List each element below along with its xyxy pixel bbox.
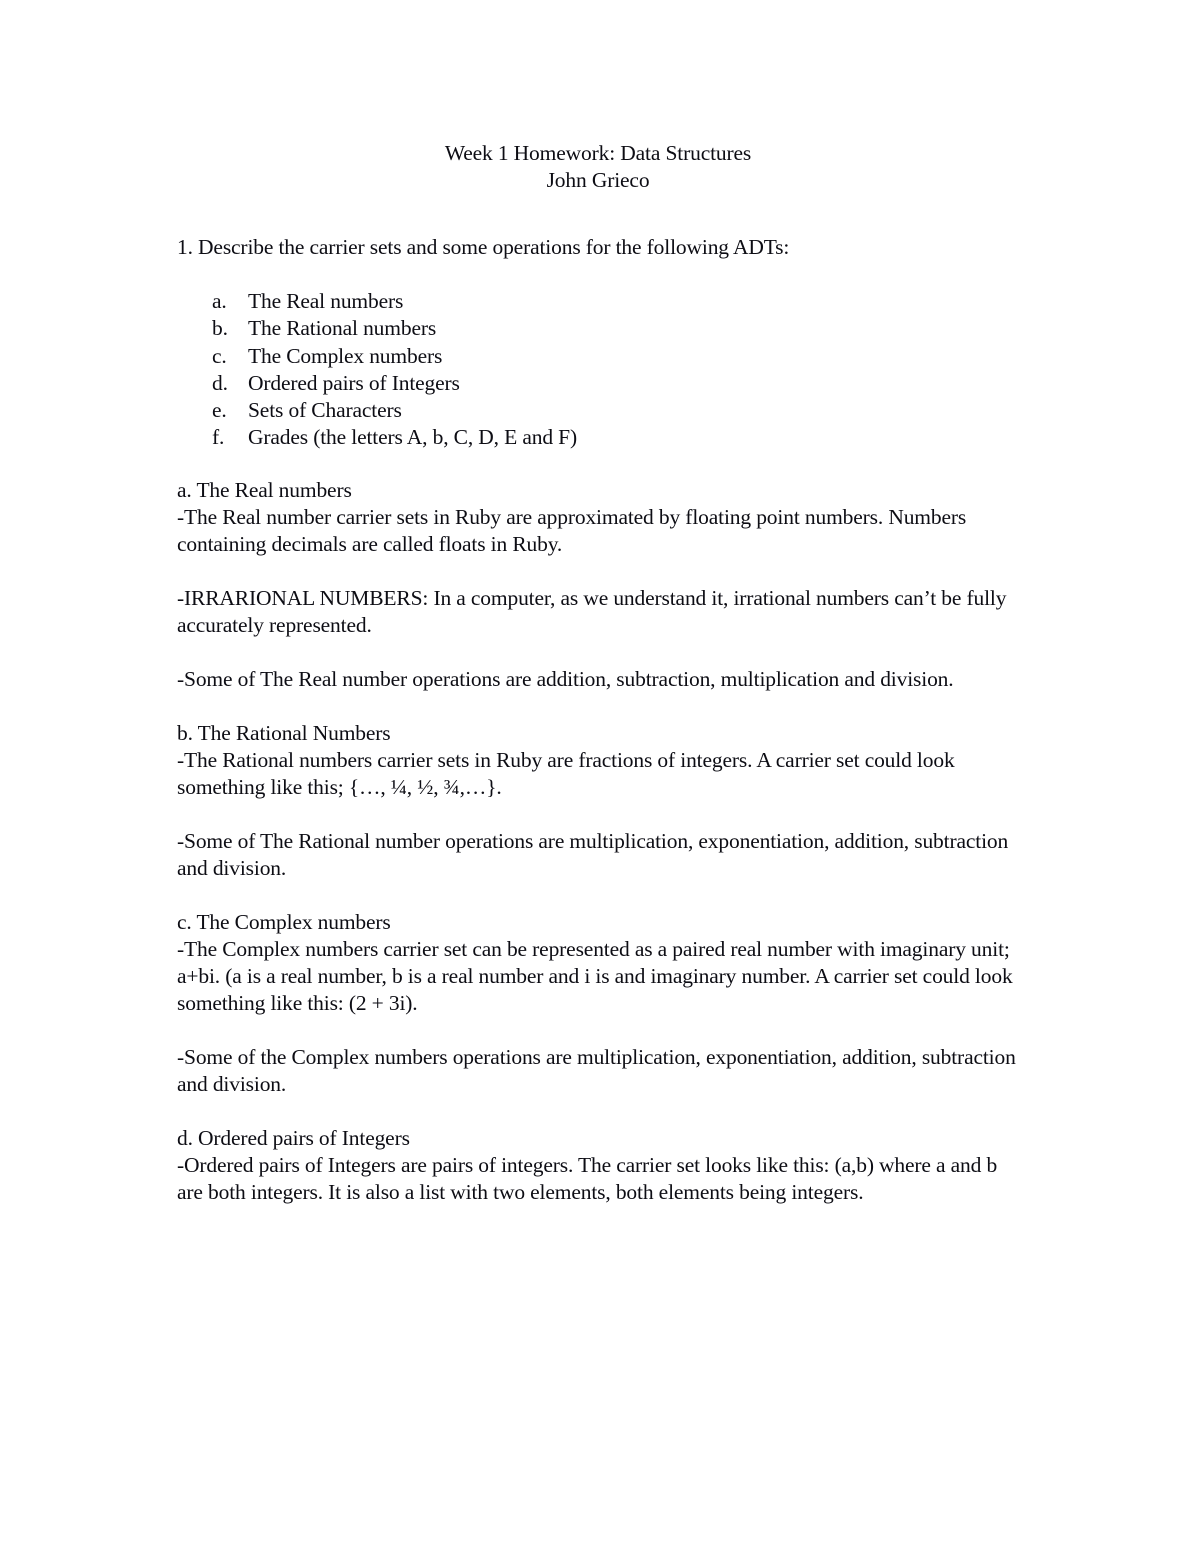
section-c-heading: c. The Complex numbers	[177, 909, 391, 934]
list-item-marker: f.	[212, 425, 225, 450]
section-d-heading: d. Ordered pairs of Integers	[177, 1125, 410, 1150]
list-item-label: Grades (the letters A, b, C, D, E and F)	[248, 425, 577, 450]
list-item-label: Sets of Characters	[248, 398, 402, 423]
list-item-marker: d.	[212, 370, 228, 395]
section-c	[177, 909, 1027, 1098]
section-b-paragraph-2: -Some of The Rational number operations are multiplication, exponentiation, addition, subtraction and division.	[177, 828, 1009, 880]
list-item	[212, 370, 1027, 397]
adt-list	[177, 288, 1027, 452]
list-item-label: The Real numbers	[248, 289, 404, 313]
section-a-heading: a. The Real numbers	[177, 477, 352, 502]
list-item-label: The Complex numbers	[248, 343, 443, 368]
list-item	[212, 343, 1027, 370]
question-prompt: 1. Describe the carrier sets and some operations for the following ADTs:	[177, 235, 790, 259]
section-a-paragraph-3: -Some of The Real number operations are addition, subtraction, multiplication and division.	[177, 666, 954, 691]
section-a-paragraph-2: -IRRARIONAL NUMBERS: In a computer, as we understand it, irrational numbers can’t be fully accurately represented.	[177, 585, 1007, 637]
list-item-label: Ordered pairs of Integers	[248, 370, 460, 395]
section-a-paragraph-1: -The Real number carrier sets in Ruby are approximated by floating point numbers. Numbers containing decimals are called floats in Ruby.	[177, 504, 967, 556]
section-d	[177, 1125, 1027, 1206]
list-item-marker: b.	[212, 316, 228, 341]
section-b-paragraph-1: -The Rational numbers carrier sets in Ruby are fractions of integers. A carrier set could look something like this; {…, ¼, ½, ¾,…}.	[177, 747, 955, 799]
list-item-label: The Rational numbers	[248, 316, 437, 341]
list-item-marker: e.	[212, 398, 227, 423]
list-item	[212, 424, 1027, 451]
document-title: Week 1 Homework: Data Structures	[444, 141, 752, 165]
section-b-heading: b. The Rational Numbers	[177, 720, 391, 745]
section-a	[177, 477, 1027, 693]
list-item-marker: a.	[212, 289, 227, 313]
document-title-block	[175, 140, 1021, 194]
list-item	[212, 315, 1027, 342]
document-author: John Grieco	[546, 168, 650, 192]
section-b	[177, 720, 1027, 882]
section-c-paragraph-1: -The Complex numbers carrier set can be represented as a paired real number with imaginary unit; a+bi. (a is a real number, b is a real number and i is and imaginary number. A carrier set could look something like this: (2 + 3i).	[177, 936, 1013, 1015]
section-c-paragraph-2: -Some of the Complex numbers operations are multiplication, exponentiation, addition, subtraction and division.	[177, 1044, 1016, 1096]
list-item	[212, 397, 1027, 424]
section-d-paragraph-1: -Ordered pairs of Integers are pairs of integers. The carrier set looks like this: (a,b) where a and b are both integers. It is also a list with two elements, both elements being integers.	[177, 1152, 998, 1204]
list-item	[212, 288, 1027, 315]
document-body	[177, 140, 1027, 1206]
list-item-marker: c.	[212, 343, 227, 368]
